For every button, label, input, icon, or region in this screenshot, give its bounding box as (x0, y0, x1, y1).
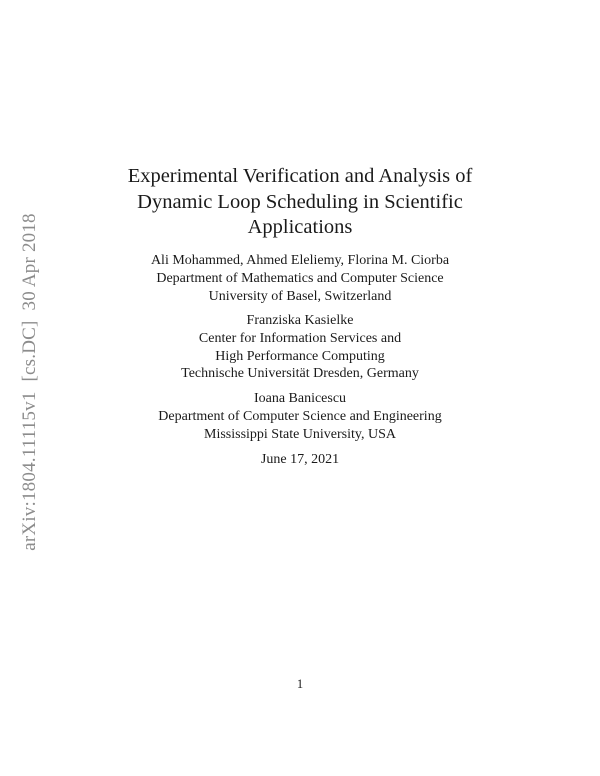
arxiv-date: 30 Apr 2018 (19, 213, 40, 311)
title-line-1: Experimental Verification and Analysis of (127, 165, 473, 187)
paper-title-block (60, 164, 540, 241)
title-line-2: Dynamic Loop Scheduling in Scientific (137, 190, 463, 213)
arxiv-identifier-stamp (19, 203, 41, 551)
affiliation-line: Center for Information Services and (198, 330, 402, 346)
affiliation-line: Technische Universität Dresden, Germany (181, 366, 419, 382)
paper-date: June 17, 2021 (260, 452, 340, 467)
author-names: Ioana Banicescu (253, 391, 347, 406)
author-names: Franziska Kasielke (246, 313, 354, 328)
affiliation-line: High Performance Computing (215, 348, 385, 364)
author-names: Ali Mohammed, Ahmed Eleliemy, Florina M. Ciorba (150, 253, 450, 268)
affiliation-line: Department of Mathematics and Computer Science (156, 270, 444, 286)
page-number: 1 (296, 677, 304, 691)
affiliation-line: Department of Computer Science and Engineering (158, 408, 442, 424)
author-group-3 (60, 390, 540, 443)
paper-title (60, 164, 540, 241)
arxiv-id: arXiv:1804.11115v1 (19, 391, 40, 551)
author-group-2 (60, 312, 540, 383)
arxiv-category: [cs.DC] (19, 320, 40, 382)
author-group-1 (60, 252, 540, 305)
title-line-3: Applications (247, 216, 353, 238)
affiliation-line: University of Basel, Switzerland (208, 288, 392, 304)
affiliation-line: Mississippi State University, USA (204, 426, 396, 442)
